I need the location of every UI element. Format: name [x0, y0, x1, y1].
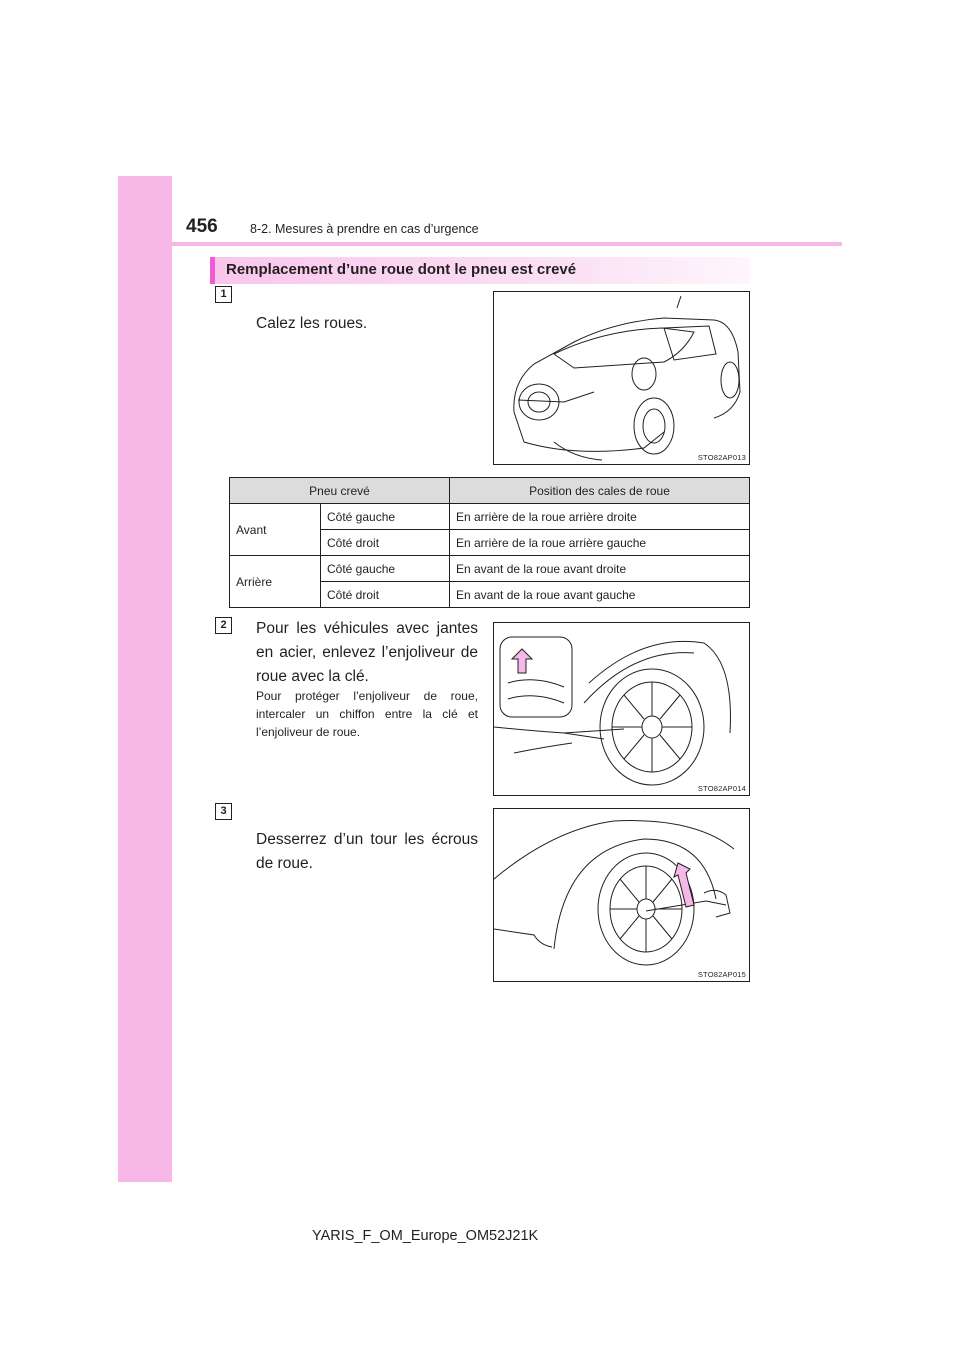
- table-group-label: Avant: [230, 504, 321, 556]
- step-2-note: Pour protéger l’enjoliveur de roue, intercaler un chiffon entre la clé et l’enjoliveur de roue.: [256, 689, 478, 739]
- loosen-nuts-illustration: [494, 809, 751, 983]
- step-2-text: Pour les véhicules avec jantes en acier, enlevez l’enjoliveur de roue avec la clé.: [256, 620, 478, 685]
- header-rule: [118, 242, 842, 246]
- section-heading: [210, 257, 750, 284]
- table-cell: Côté gauche: [321, 556, 450, 582]
- table-header-cell: Position des cales de roue: [450, 478, 750, 504]
- table-cell: Côté droit: [321, 530, 450, 556]
- figure-car-chocks: [493, 291, 750, 465]
- table-header-cell: Pneu crevé: [230, 478, 450, 504]
- section-title: 8-2. Mesures à prendre en cas d’urgence: [250, 222, 479, 236]
- table-group-label: Arrière: [230, 556, 321, 608]
- table-cell: En avant de la roue avant gauche: [450, 582, 750, 608]
- step-3-number: 3: [215, 803, 232, 820]
- table-cell: Côté droit: [321, 582, 450, 608]
- table-row: [230, 504, 750, 530]
- table-cell: Côté gauche: [321, 504, 450, 530]
- step-3-text: Desserrez d’un tour les écrous de roue.: [256, 831, 478, 872]
- chock-position-table: [229, 477, 750, 608]
- step-2-number: 2: [215, 617, 232, 634]
- figure-loosen-nuts: [493, 808, 750, 982]
- figure-1-code: STO82AP013: [697, 453, 746, 462]
- table-cell: En arrière de la roue arrière gauche: [450, 530, 750, 556]
- side-tab-bar: [118, 176, 172, 1182]
- wheel-cap-illustration: [494, 623, 751, 797]
- step-1-number: 1: [215, 286, 232, 303]
- table-cell: En arrière de la roue arrière droite: [450, 504, 750, 530]
- figure-remove-wheel-cap: [493, 622, 750, 796]
- page-number: 456: [186, 216, 218, 237]
- heading-accent: [210, 257, 215, 284]
- table-header-row: [230, 478, 750, 504]
- figure-3-code: STO82AP015: [697, 970, 746, 979]
- car-illustration: [494, 292, 751, 466]
- figure-2-code: STO82AP014: [697, 784, 746, 793]
- document-footer: YARIS_F_OM_Europe_OM52J21K: [312, 1228, 539, 1244]
- step-1-text: Calez les roues.: [256, 315, 368, 332]
- table-cell: En avant de la roue avant droite: [450, 556, 750, 582]
- section-heading-text: Remplacement d’une roue dont le pneu est crevé: [226, 261, 577, 278]
- table-row: [230, 556, 750, 582]
